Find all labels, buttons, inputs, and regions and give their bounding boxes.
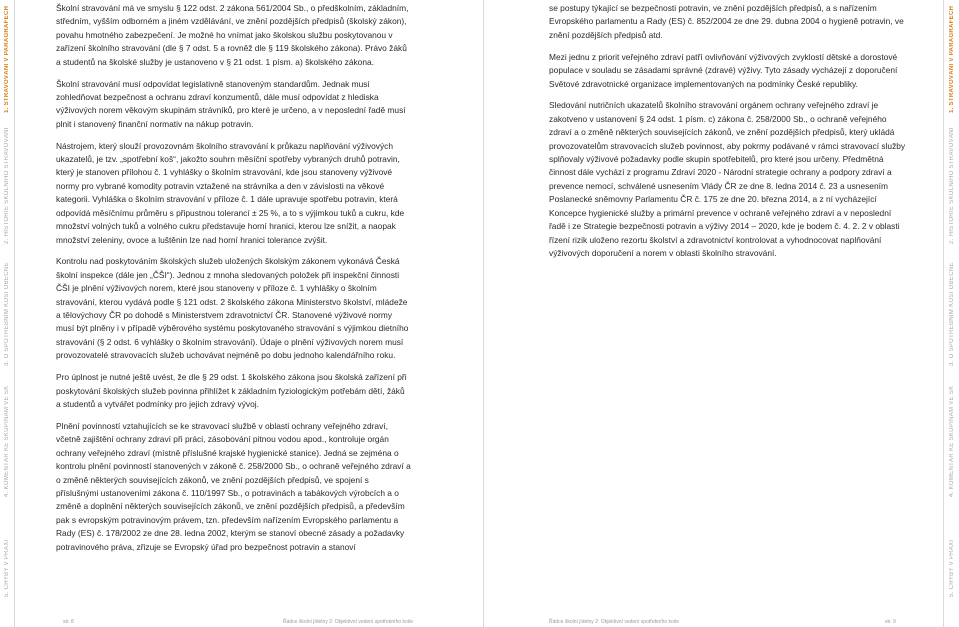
paragraph: Nástrojem, který slouží provozovnám školního stravování k průkazu naplňování výživových ukazatelů, je tzv. „spotřební koš“, jakožto souhrn měsíční spotřeby vybraných druhů potravin, který je stanoven přílohou č. 1 vyhlášky o školním stravování, kde jsou stanoveny výživové normy pro vybrané komodity potravin vztažené na strávníka a den v závislosti na věkové kategorii. Vyhláška o školním stravování v příloze č. 1 dále upravuje spotřebu potravin, která odpovídá měsíčnímu průměru s připustnou tolerancí ± 25 %, a to s výjimkou tuků a cukru, kde množství volných tuků a volného cukru představuje horní hranici, kterou lze snížit, a naopak množství zeleniny, ovoce a luštěnin lze nad horní hranici tolerance zvýšit. — [56, 140, 405, 245]
tab-historie-skolniho-stravovani[interactable]: 2. HISTORIE ŠKOLNÍHO STRAVOVÁNÍ — [948, 127, 955, 245]
tab-stravovani-v-paragrafech[interactable]: 1. STRAVOVÁNÍ V PARAGRAFECH — [948, 5, 955, 113]
tab-chyby-v-praxi[interactable]: 5. CHYBY V PRAXI — [948, 539, 955, 597]
right-tab-divider — [943, 0, 944, 627]
paragraph: Školní stravování musí odpovídat legislativně stanoveným standardům. Jednak musí zohledňovat bezpečnost a ochranu zdraví konzumentů, dále musí odpovídat z hlediska výživových norem věkovým skupinám strávníků, pro které je určeno, a v neposlední řadě musí plnit i stanovený finanční normativ na nákup potravin. — [56, 78, 406, 129]
paragraph: Školní stravování má ve smyslu § 122 odst. 2 zákona 561/2004 Sb., o předškolním, základním, středním, vyšším odborném a jiném vzdělávání, ve znění pozdějších předpisů (školský zákon), povahu hmotného zabezpečení. Je možné ho vnímat jako školskou službu poskytovanou v zařízení školního stravování (dle § 7 odst. 5 a rovněž dle § 119 školského zákona). Právo žáků a studentů na školské služby je ustanoveno v § 21 odst. 1 písm. a) školského zákona. — [56, 3, 409, 67]
page-spread-divider — [483, 0, 484, 627]
footer-title-right: Řádce školní jídelny 2: Objektivní vedení spotřebního koše — [549, 619, 680, 625]
footer-title-left: Řádce školní jídelny 2: Objektivní vedení spotřebního koše — [283, 619, 414, 625]
tab-historie-skolniho-stravovani[interactable]: 2. HISTORIE ŠKOLNÍHO STRAVOVÁNÍ — [3, 127, 10, 245]
paragraph: Sledování nutričních ukazatelů školního stravování orgánem ochrany veřejného zdraví je zakotveno v ustanovení § 24 odst. 1 písm. c) zákona č. 258/2000 Sb., o ochraně veřejného zdraví a o změně některých souvisejících zákonů, ve znění pozdějších předpisů, který ukládá provozovatelům stravovacích služeb povinnost, aby pokrmy podávané v rámci stravovací služby splňovaly výživové požadavky podle skupin spotřebitelů, pro které jsou určeny. Předmětná činnost dále vychází z programu Zdraví 2020 - Národní strategie ochrany a podpory zdraví a prevence nemocí, schválené usnesením Vlády ČR ze dne 8. ledna 2014 č. 23 a usnesením Poslanecké sněmovny Parlamentu ČR č. 175 ze dne 20. března 2014, a z ní vycházející Koncepce hygienické služby a primární prevence v ochraně veřejného zdraví a v neposlední řadě i ze Strategie bezpečnosti potravin a výživy 2014 – 2020, kde je bodem č. 4. 2. 2 v oblasti řízení rizik uloženo rezortu školství a zdravotnictví kontrolovat a vyhodnocovat naplňování výživových doporučení a norem v oblasti školního stravování. — [549, 100, 906, 258]
paragraph: Plnění povinností vztahujících se ke stravovací službě v oblasti ochrany veřejného zdraví, včetně zajištění ochrany zdraví při práci, zásobování pitnou vodou apod., kontroluje orgán ochrany veřejného zdraví (místně příslušné krajské hygienické stanice). Jedná se zejména o kontrolu plnění povinností stanovených v zákoně č. 258/2000 Sb., o ochraně veřejného zdraví a o změně některých souvisejících zákonů, ve znění pozdějších předpisů, ve spojení s příslušnými ustanoveními zákona č. 110/1997 Sb., o potravinách a tabákových výrobcích a o změně a doplnění některých souvisejících zákonů, ve znění pozdějších předpisů, a především pak s evropským potravinovým právem, tzn. především nařízením Evropského parlamentu a Rady (ES) č. 178/2002 ze dne 28. ledna 2002, kterým se stanoví obecné zásady a požadavky potravinového práva, zřizuje se Evropský úřad pro bezpečnost potravin a stanoví — [56, 420, 411, 552]
tab-chyby-v-praxi[interactable]: 5. CHYBY V PRAXI — [3, 539, 10, 597]
page-number-right: str. 9 — [885, 619, 896, 625]
tab-komentar-ke-skupinam[interactable]: 4. KOMENTÁŘ KE SKUPINÁM VE SK — [3, 385, 10, 497]
left-section-tabs — [0, 0, 13, 627]
left-page-body — [56, 2, 411, 562]
paragraph: Mezi jednu z priorit veřejného zdraví patří ovlivňování výživových zvyklostí dětské a dorostové populace v souladu se zásadami správné (zdravé) výživy. Tyto zásady vycházejí z doporučení Světové zdravotnické organizace implementovaných na podmínky České republiky. — [549, 51, 898, 89]
tab-o-spotrebnim-kosi[interactable]: 3. O SPOTŘEBNÍM KOŠI OBECNĚ — [948, 261, 955, 366]
paragraph: se postupy týkající se bezpečnosti potravin, ve znění pozdějších předpisů, a s nařízením Evropského parlamentu a Rady (ES) č. 852/2004 ze dne 29. dubna 2004 o hygieně potravin, ve znění pozdějších předpisů atd. — [549, 3, 904, 40]
tab-komentar-ke-skupinam[interactable]: 4. KOMENTÁŘ KE SKUPINÁM VE SK — [948, 385, 955, 497]
tab-stravovani-v-paragrafech[interactable]: 1. STRAVOVÁNÍ V PARAGRAFECH — [3, 5, 10, 113]
tab-o-spotrebnim-kosi[interactable]: 3. O SPOTŘEBNÍM KOŠI OBECNĚ — [3, 261, 10, 366]
paragraph: Pro úplnost je nutné ještě uvést, že dle § 29 odst. 1 školského zákona jsou školská zařízení při poskytování školských služeb povinna přihlížet k základním fyziologickým potřebám dětí, žáků a studentů a vytvářet podmínky pro jejich zdravý vývoj. — [56, 372, 407, 409]
left-tab-divider — [14, 0, 15, 627]
right-section-tabs — [945, 0, 958, 627]
right-page-body — [549, 2, 909, 269]
paragraph: Kontrolu nad poskytováním školských služeb uložených školským zákonem vykonává Česká školní inspekce (dále jen „ČŠI“). Jednou z mnoha sledovaných položek při inspekční činnosti ČŠI je plnění výživových norem, které jsou stanoveny v příloze č. 1 vyhlášky o školním stravování, kterou vydává podle § 121 odst. 2 školského zákona Ministerstvo školství, mládeže a tělovýchovy ČR po dohodě s Ministerstvem zdravotnictví ČR. Stanovené výživové normy musí být plněny i v případě výběrového systému poskytovaného stravování s výjimkou dietního stravování (§ 2 odst. 6 vyhlášky o školním stravování). Údaje o plnění výživových norem musí provozovatelé stravovacích služeb uchovávat nejméně po dobu jednoho kalendářního roku. — [56, 256, 409, 361]
page-number-left: str. 8 — [63, 619, 74, 625]
